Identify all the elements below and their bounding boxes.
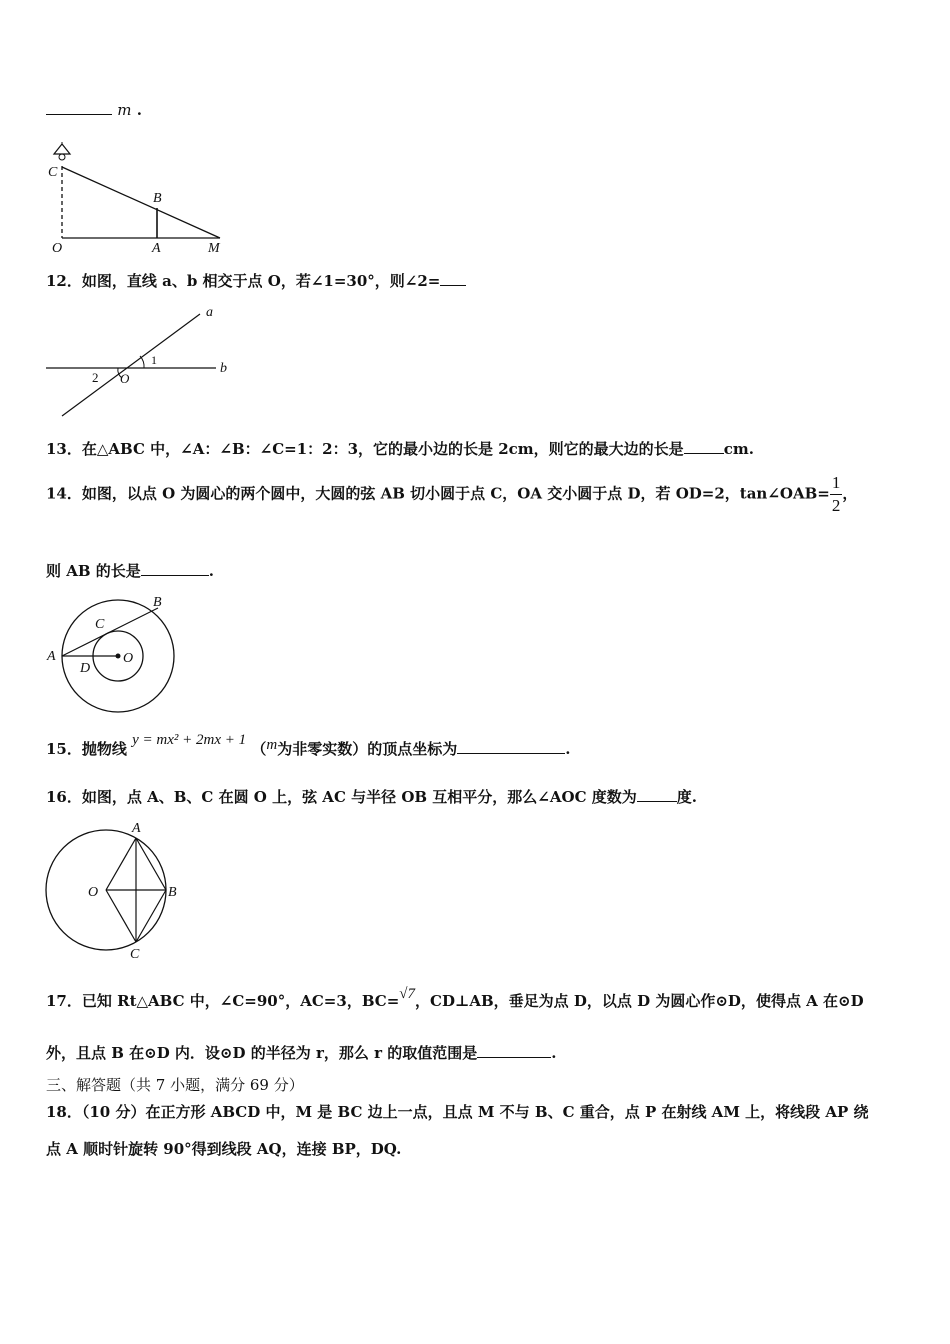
q15-formula: y = mx² + 2mx + 1: [132, 732, 247, 748]
label-1: 1: [151, 353, 157, 367]
label-C: C: [130, 947, 140, 962]
q16-blank: [637, 787, 677, 802]
label-A: A: [132, 821, 141, 836]
q14-comma: ，: [842, 484, 858, 503]
q18-line1: （10 分）在正方形 ABCD 中，M 是 BC 边上一点，且点 M 不与 B、C 重合，点 P 在射线 AM 上，将线段 AP 绕: [81, 1103, 869, 1121]
question-16: [46, 786, 697, 807]
q15-paren-open: （: [251, 740, 267, 758]
q15-blank: [457, 739, 565, 754]
label-M: M: [208, 241, 220, 256]
q13-text: 在△ABC 中，∠A：∠B：∠C=1：2：3，它的最小边的长是 2cm，则它的最大边的长是: [81, 440, 684, 458]
q17-number: 17．: [46, 992, 82, 1010]
q16-after: 度.: [676, 788, 697, 806]
q17-blank: [477, 1043, 551, 1058]
label-a: a: [206, 305, 213, 320]
line-a: [62, 314, 200, 416]
q13-after: cm.: [723, 440, 754, 458]
segment-BC: [136, 890, 166, 942]
q18-line2: 点 A 顺时针旋转 90°得到线段 AQ，连接 BP，DQ.: [46, 1140, 402, 1158]
q11-end: .: [136, 101, 142, 119]
q14-line2: 则 AB 的长是: [46, 562, 141, 580]
q14-fraction: [830, 472, 843, 517]
label-2: 2: [92, 370, 99, 385]
segment-OA: [106, 838, 136, 890]
question-14-line2: [46, 560, 214, 581]
q14-blank: [141, 561, 209, 576]
q14-frac-num: 1: [830, 472, 843, 495]
segment-AB: [136, 838, 166, 890]
q14-text: 如图，以点 O 为圆心的两个圆中，大圆的弦 AB 切小圆于点 C，OA 交小圆于点 D，若 OD=2，tan∠OAB=: [81, 484, 830, 503]
label-A: A: [47, 649, 56, 664]
label-D: D: [80, 661, 91, 676]
q15-end: .: [565, 740, 571, 758]
label-O: O: [88, 885, 99, 900]
q15-number: 15．: [46, 740, 82, 758]
q12-blank: [440, 271, 466, 286]
label-O: O: [120, 371, 130, 386]
q15-m: m: [266, 737, 278, 753]
section-3-title: [46, 1074, 304, 1095]
figure-q11: [40, 140, 240, 258]
label-B: B: [153, 191, 162, 206]
question-15: [46, 732, 571, 759]
lamp-icon: [54, 144, 70, 154]
q17-end: .: [551, 1044, 557, 1062]
label-B: B: [168, 885, 177, 900]
figure-q12: [40, 300, 240, 422]
q17-text-b: ，CD⊥AB，垂足为点 D，以点 D 为圆心作⊙D，使得点 A 在⊙D: [415, 992, 864, 1010]
center-O-dot: [116, 654, 121, 659]
question-12: [46, 270, 466, 291]
q14-number: 14．: [46, 484, 82, 503]
q13-blank: [684, 439, 724, 454]
q15-paren-text: 为非零实数）的顶点坐标为: [277, 740, 458, 758]
light-ray: [62, 167, 220, 238]
figure-q14: [40, 590, 200, 715]
q16-number: 16．: [46, 788, 82, 806]
label-C: C: [48, 165, 58, 180]
q11-answer-line: [46, 100, 142, 119]
q12-text: 如图，直线 a、b 相交于点 O，若∠1=30°，则∠2=: [81, 272, 441, 290]
question-14: [46, 472, 857, 517]
question-18-line2: [46, 1138, 401, 1159]
label-B: B: [153, 595, 162, 610]
label-A: A: [152, 241, 161, 256]
label-b: b: [220, 361, 227, 376]
section-3-text: 三、解答题（共 7 小题，满分 69 分）: [46, 1076, 304, 1094]
question-18: [46, 1101, 869, 1122]
q17-line2: 外，且点 B 在⊙D 内．设⊙D 的半径为 r，那么 r 的取值范围是: [46, 1044, 478, 1062]
q18-number: 18．: [46, 1103, 82, 1121]
question-13: [46, 438, 754, 459]
label-C: C: [95, 617, 105, 632]
q11-unit: m: [117, 101, 132, 119]
q12-number: 12．: [46, 272, 82, 290]
question-17: [46, 986, 864, 1011]
q17-text-a: 已知 Rt△ABC 中，∠C=90°，AC=3，BC=: [81, 992, 400, 1010]
q14-end: .: [208, 562, 214, 580]
label-O: O: [123, 651, 134, 666]
segment-OC: [106, 890, 136, 942]
figure-q16: [40, 818, 200, 964]
q16-text: 如图，点 A、B、C 在圆 O 上，弦 AC 与半径 OB 互相平分，那么∠AOC 度数为: [81, 788, 637, 806]
q13-number: 13．: [46, 440, 82, 458]
q17-sqrt: √7: [399, 986, 416, 1002]
q14-frac-den: 2: [831, 496, 841, 515]
question-17-line2: [46, 1042, 556, 1063]
label-O: O: [52, 241, 63, 256]
chord-AB: [62, 608, 158, 656]
q15-prefix: 抛物线: [81, 740, 127, 758]
q11-blank: [46, 100, 112, 115]
